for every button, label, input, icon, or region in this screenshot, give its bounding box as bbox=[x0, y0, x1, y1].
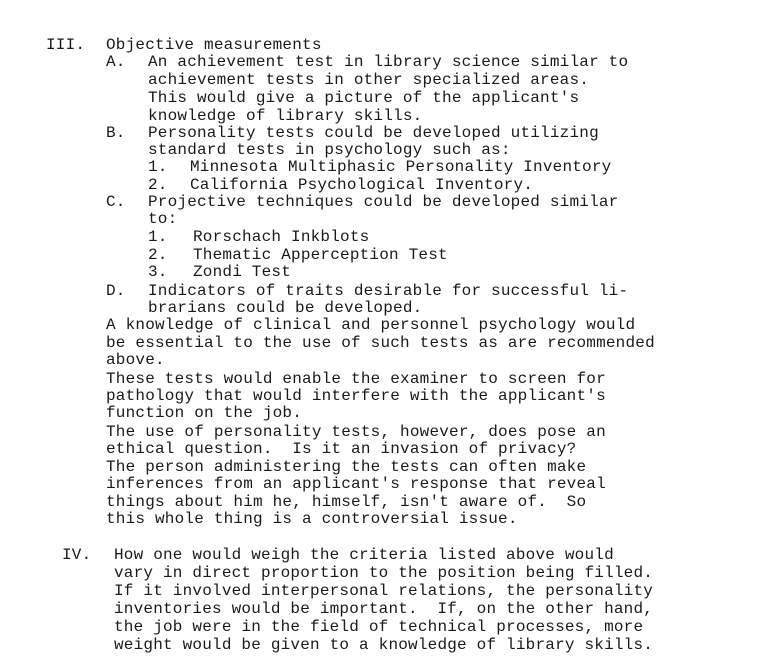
item-a-line: knowledge of library skills. bbox=[148, 107, 423, 125]
section-iii-title: Objective measurements bbox=[106, 36, 322, 54]
section-iv-line: vary in direct proportion to the position being filled. bbox=[114, 564, 654, 582]
item-b-subitem-num: 1. bbox=[148, 158, 168, 176]
section-iv-line: How one would weigh the criteria listed above would bbox=[114, 546, 614, 564]
section-iv-line: inventories would be important. If, on the other hand, bbox=[114, 600, 654, 618]
paragraph-line: function on the job. bbox=[106, 404, 303, 422]
item-c-subitem-text: Rorschach Inkblots bbox=[193, 228, 370, 246]
item-a-line: An achievement test in library science similar to bbox=[148, 53, 629, 71]
item-c-subitem-text: Thematic Apperception Test bbox=[193, 246, 448, 264]
paragraph-line: this whole thing is a controversial issue. bbox=[106, 510, 518, 528]
paragraph-line: A knowledge of clinical and personnel psychology would bbox=[106, 316, 636, 334]
section-iv-numeral: IV. bbox=[62, 546, 92, 564]
paragraph-line: above. bbox=[106, 351, 165, 369]
item-a-line: This would give a picture of the applicant's bbox=[148, 89, 580, 107]
item-d-label: D. bbox=[106, 282, 126, 300]
paragraph-line: pathology that would interfere with the applicant's bbox=[106, 387, 606, 405]
item-c-subitem-num: 1. bbox=[148, 228, 168, 246]
paragraph-line: inferences from an applicant's response that reveal bbox=[106, 475, 606, 493]
item-c-line: Projective techniques could be developed similar bbox=[148, 193, 619, 211]
item-b-line: Personality tests could be developed utilizing bbox=[148, 124, 599, 142]
item-b-line: standard tests in psychology such as: bbox=[148, 141, 511, 159]
item-c-label: C. bbox=[106, 193, 126, 211]
section-iv-line: If it involved interpersonal relations, the personality bbox=[114, 582, 654, 600]
item-d-line: brarians could be developed. bbox=[148, 299, 423, 317]
item-c-subitem-num: 2. bbox=[148, 246, 168, 264]
item-b-subitem-text: Minnesota Multiphasic Personality Inventory bbox=[190, 158, 612, 176]
section-iii-numeral: III. bbox=[46, 36, 86, 54]
item-a-line: achievement tests in other specialized areas. bbox=[148, 71, 590, 89]
item-c-subitem-num: 3. bbox=[148, 263, 168, 281]
paragraph-line: ethical question. Is it an invasion of privacy? bbox=[106, 440, 577, 458]
item-b-label: B. bbox=[106, 124, 126, 142]
paragraph-line: be essential to the use of such tests as are recommended bbox=[106, 334, 655, 352]
item-b-subitem-num: 2. bbox=[148, 176, 168, 194]
item-a-label: A. bbox=[106, 53, 126, 71]
item-b-subitem-text: California Psychological Inventory. bbox=[190, 176, 534, 194]
item-d-line: Indicators of traits desirable for successful li- bbox=[148, 282, 629, 300]
paragraph-line: The person administering the tests can often make bbox=[106, 458, 587, 476]
item-c-subitem-text: Zondi Test bbox=[193, 263, 292, 281]
section-iv-line: the job were in the field of technical processes, more bbox=[114, 618, 644, 636]
section-iv-line: weight would be given to a knowledge of library skills. bbox=[114, 636, 654, 654]
item-c-line: to: bbox=[148, 210, 178, 228]
paragraph-line: These tests would enable the examiner to screen for bbox=[106, 370, 606, 388]
paragraph-line: things about him he, himself, isn't aware of. So bbox=[106, 493, 587, 511]
paragraph-line: The use of personality tests, however, does pose an bbox=[106, 423, 606, 441]
